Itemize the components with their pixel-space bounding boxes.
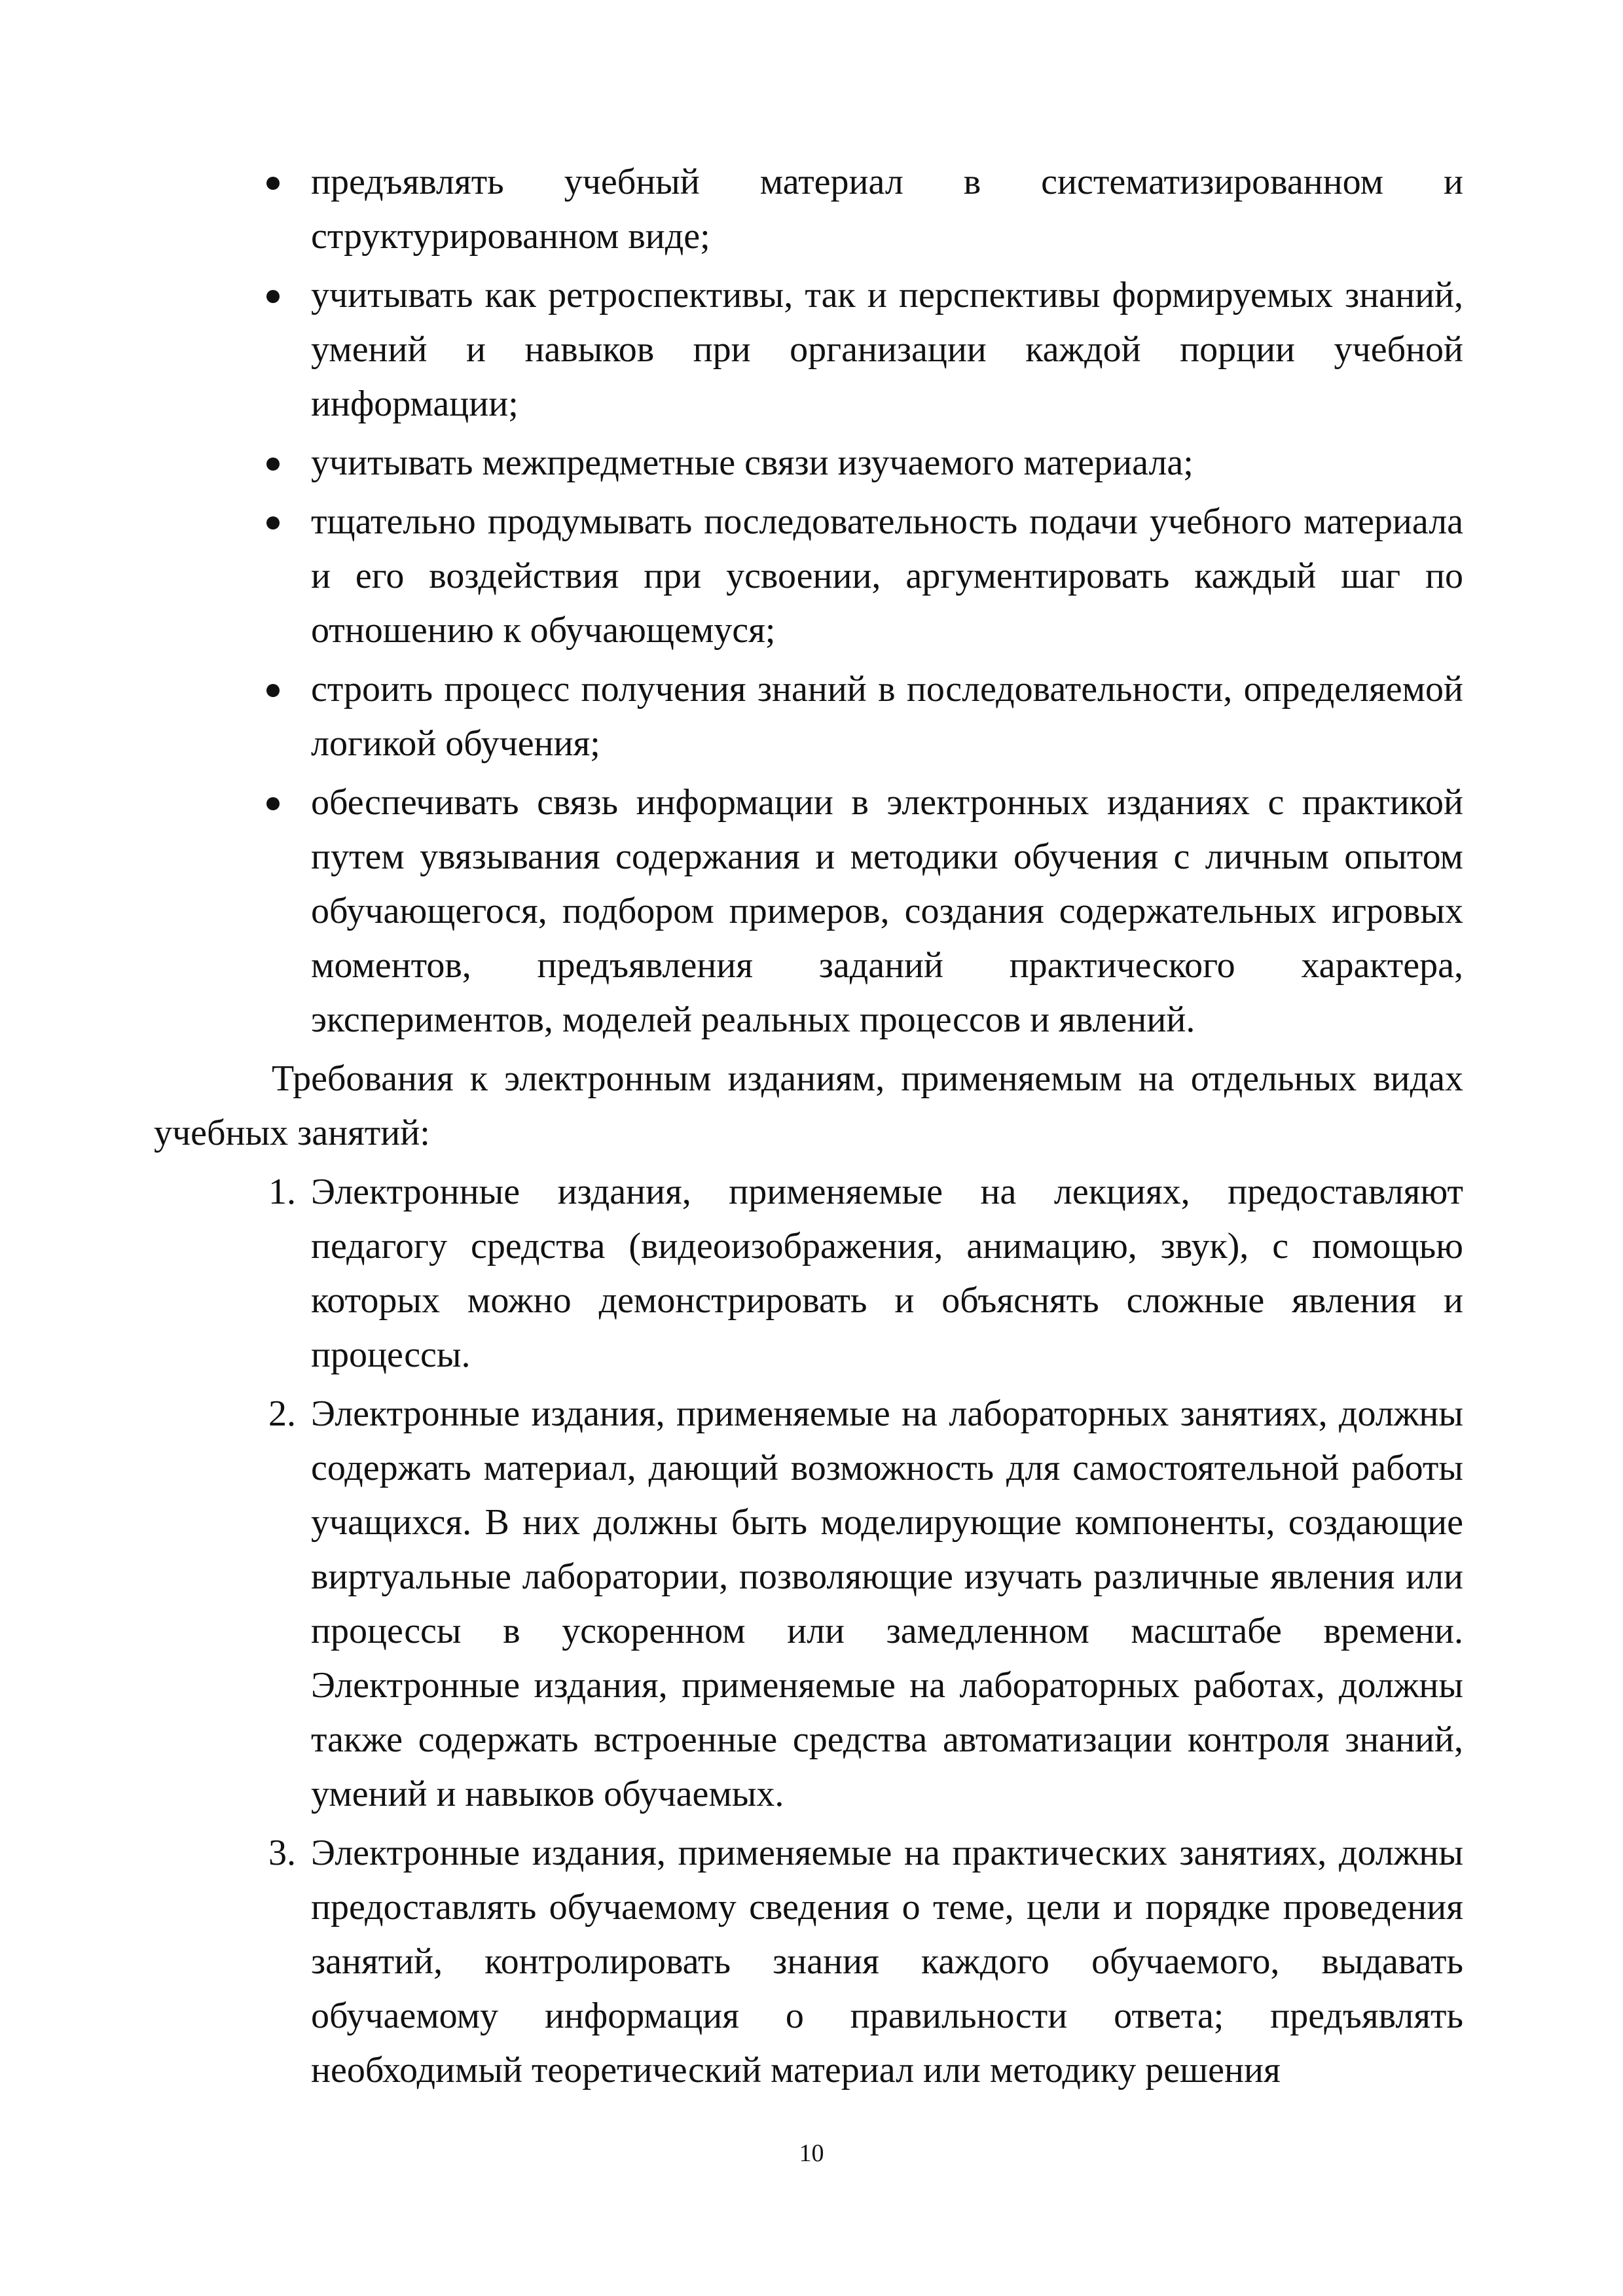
bullet-text: обеспечивать связь информации в электронных изданиях с практикой путем увязывания содержания и методики обучения с личным опытом обучающегося, подбором примеров, создания содержательных игровых моментов, предъявления заданий практического характера, экспериментов, моделей реальных процессов и явлений. [311,782,1463,1040]
bullet-dot-icon [266,797,280,810]
numbered-item [154,1165,1463,1382]
bullet-item [154,495,1463,658]
bullet-item [154,662,1463,771]
bullet-dot-icon [266,457,280,471]
bullet-dot-icon [266,177,280,190]
bullet-item [154,436,1463,490]
item-number: 1. [268,1172,296,1212]
numbered-text: Электронные издания, применяемые на практических занятиях, должны предоставлять обучаемому сведения о теме, цели и порядке проведения занятий, контролировать знания каждого обучаемого, выдавать обучаемому информация о правильности ответа; предъявлять необходимый теоретический материал или методику решения [311,1833,1463,2090]
numbered-text: Электронные издания, применяемые на лекциях, предоставляют педагогу средства (видеоизображения, анимацию, звук), с помощью которых можно демонстрировать и объяснять сложные явления и процессы. [311,1172,1463,1375]
numbered-item [154,1826,1463,2098]
bullet-text: строить процесс получения знаний в последовательности, определяемой логикой обучения; [311,669,1463,764]
item-number: 3. [268,1833,296,1873]
bullet-text: предъявлять учебный материал в систематизированном и структурированном виде; [311,162,1463,257]
numbered-text: Электронные издания, применяемые на лабораторных занятиях, должны содержать материал, дающий возможность для самостоятельной работы учащихся. В них должны быть моделирующие компоненты, создающие виртуальные лаборатории, позволяющие изучать различные явления или процессы в ускоренном или замедленном масштабе времени. Электронные издания, применяемые на лабораторных работах, должны также содержать встроенные средства автоматизации контроля знаний, умений и навыков обучаемых. [311,1393,1463,1814]
requirements-intro: Требования к электронным изданиям, применяемым на отдельных видах учебных занятий: [154,1058,1463,1153]
bullet-dot-icon [266,290,280,303]
bullet-dot-icon [266,684,280,697]
page-content [154,155,1463,2102]
bullet-item [154,155,1463,264]
bullet-text: учитывать как ретроспективы, так и перспективы формируемых знаний, умений и навыков при организации каждой порции учебной информации; [311,275,1463,424]
page-number: 10 [799,2140,824,2167]
bullet-item [154,776,1463,1047]
bullet-text: тщательно продумывать последовательность подачи учебного материала и его воздействия при усвоении, аргументировать каждый шаг по отношению к обучающемуся; [311,501,1463,651]
bullet-item [154,268,1463,431]
bullet-text: учитывать межпредметные связи изучаемого материала; [311,442,1194,483]
item-number: 2. [268,1393,296,1434]
bullet-dot-icon [266,516,280,529]
numbered-item [154,1387,1463,1821]
